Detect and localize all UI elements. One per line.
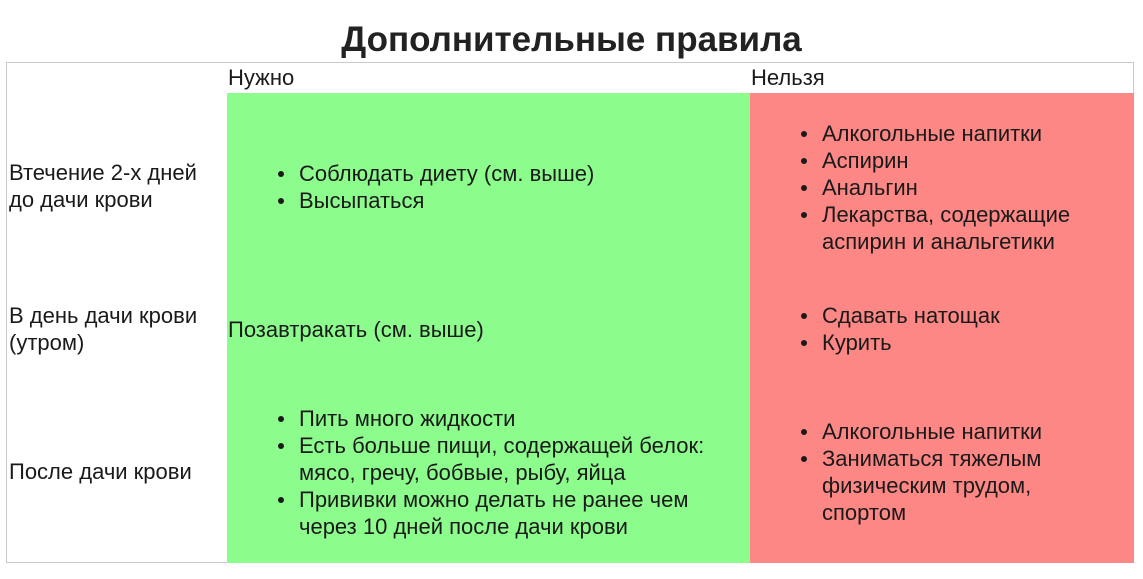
list-item: Сдавать натощак xyxy=(822,302,1092,329)
need-list xyxy=(228,160,739,214)
row-label-donation-day xyxy=(9,279,224,379)
cell-not-allowed-after-donation xyxy=(751,379,1133,563)
list-item: Заниматься тяжелым физическим трудом, спортом xyxy=(822,445,1077,526)
list-item: Прививки можно делать не ранее чем через 10 дней после дачи крови xyxy=(299,486,739,540)
list-item: Лекарства, содержащие аспирин и анальгетики xyxy=(822,201,1092,255)
cell-not-allowed-before-donation xyxy=(751,93,1133,279)
list-item: Аспирин xyxy=(822,147,1092,174)
list-item: Алкогольные напитки xyxy=(822,418,1077,445)
header-not-allowed: Нельзя xyxy=(751,65,825,90)
cell-need-donation-day xyxy=(228,279,748,379)
list-item: Анальгин xyxy=(822,174,1092,201)
row-label-text: Втечение 2-х дней до дачи крови xyxy=(9,160,197,212)
row-label-after-donation xyxy=(9,379,224,563)
cell-need-after-donation xyxy=(228,379,748,563)
page-title: Дополнительные правила xyxy=(341,20,802,59)
list-item: Есть больше пищи, содержащей белок: мясо, гречу, бобвые, рыбу, яйца xyxy=(299,432,739,486)
not-allowed-list xyxy=(751,120,1092,255)
list-item: Алкогольные напитки xyxy=(822,120,1092,147)
list-item: Курить xyxy=(822,329,1092,356)
row-label-text: В день дачи крови (утром) xyxy=(9,303,198,355)
rules-table xyxy=(6,62,1134,563)
not-allowed-list xyxy=(751,302,1092,356)
header-need: Нужно xyxy=(228,65,295,90)
not-allowed-list xyxy=(751,418,1077,526)
row-label-text: После дачи крови xyxy=(9,458,192,484)
list-item: Высыпаться xyxy=(299,187,739,214)
need-text: Позавтракать (см. выше) xyxy=(228,316,484,342)
need-list xyxy=(228,405,739,540)
list-item: Пить много жидкости xyxy=(299,405,739,432)
row-label-before-donation xyxy=(9,93,224,279)
cell-need-before-donation xyxy=(228,93,748,279)
cell-not-allowed-donation-day xyxy=(751,279,1133,379)
list-item: Соблюдать диету (см. выше) xyxy=(299,160,739,187)
